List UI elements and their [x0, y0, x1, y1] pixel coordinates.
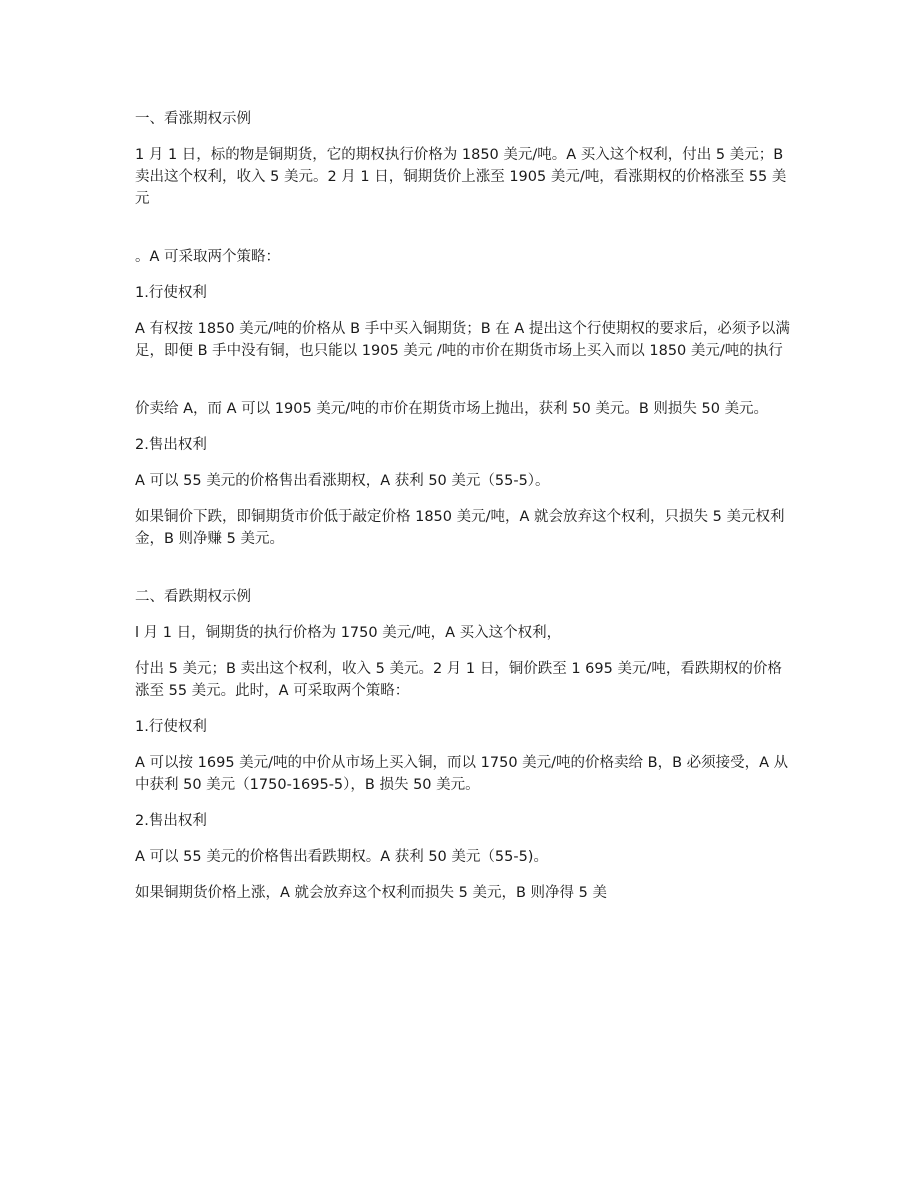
call-option-strategies-intro: 。A 可采取两个策略： [135, 249, 281, 265]
call-strategy1-body-part1: A 有权按 1850 美元/吨的价格从 B 手中买入铜期货；B 在 A 提出这个行使期权的要求后，必须予以满足，即便 B 手中没有铜，也只能以 1905 美元 /吨的市价在期货市场上买入而以 1850 美元/吨的执行 [135, 321, 790, 359]
put-strategy1-body: A 可以按 1695 美元/吨的中价从市场上买入铜，而以 1750 美元/吨的价格卖给 B，B 必须接受，A 从中获利 50 美元（1750-1695-5），B 损失 50 美元。 [135, 755, 789, 793]
call-strategy1-title: 1.行使权利 [135, 285, 207, 301]
call-fall-case: 如果铜价下跌，即铜期货市价低于敲定价格 1850 美元/吨，A 就会放弃这个权利，只损失 5 美元权利金，B 则净赚 5 美元。 [135, 509, 785, 547]
put-option-heading: 二、看跌期权示例 [135, 589, 251, 605]
call-option-intro: 1 月 1 日，标的物是铜期货，它的期权执行价格为 1850 美元/吨。A 买入这个权利，付出 5 美元；B 卖出这个权利，收入 5 美元。2 月 1 日，铜期货价上涨至 1905 美元/吨，看涨期权的价格涨至 55 美元 [135, 147, 787, 207]
call-option-heading: 一、看涨期权示例 [135, 111, 251, 127]
put-option-intro-part2: 付出 5 美元；B 卖出这个权利，收入 5 美元。2 月 1 日，铜价跌至 1 695 美元/吨，看跌期权的价格涨至 55 美元。此时，A 可采取两个策略： [135, 661, 782, 699]
put-strategy1-title: 1.行使权利 [135, 719, 207, 735]
put-strategy2-title: 2.售出权利 [135, 813, 207, 829]
put-strategy2-body: A 可以 55 美元的价格售出看跌期权。A 获利 50 美元（55-5)。 [135, 849, 548, 865]
put-rise-case: 如果铜期货价格上涨，A 就会放弃这个权利而损失 5 美元，B 则净得 5 美 [135, 885, 607, 901]
call-strategy1-body-part2: 价卖给 A，而 A 可以 1905 美元/吨的市价在期货市场上抛出，获利 50 美元。B 则损失 50 美元。 [135, 401, 769, 417]
call-strategy2-title: 2.售出权利 [135, 437, 207, 453]
call-strategy2-body: A 可以 55 美元的价格售出看涨期权，A 获利 50 美元（55-5）。 [135, 473, 550, 489]
put-option-intro-part1: l 月 1 日，铜期货的执行价格为 1750 美元/吨，A 买入这个权利， [135, 625, 562, 641]
document-body [135, 108, 795, 918]
